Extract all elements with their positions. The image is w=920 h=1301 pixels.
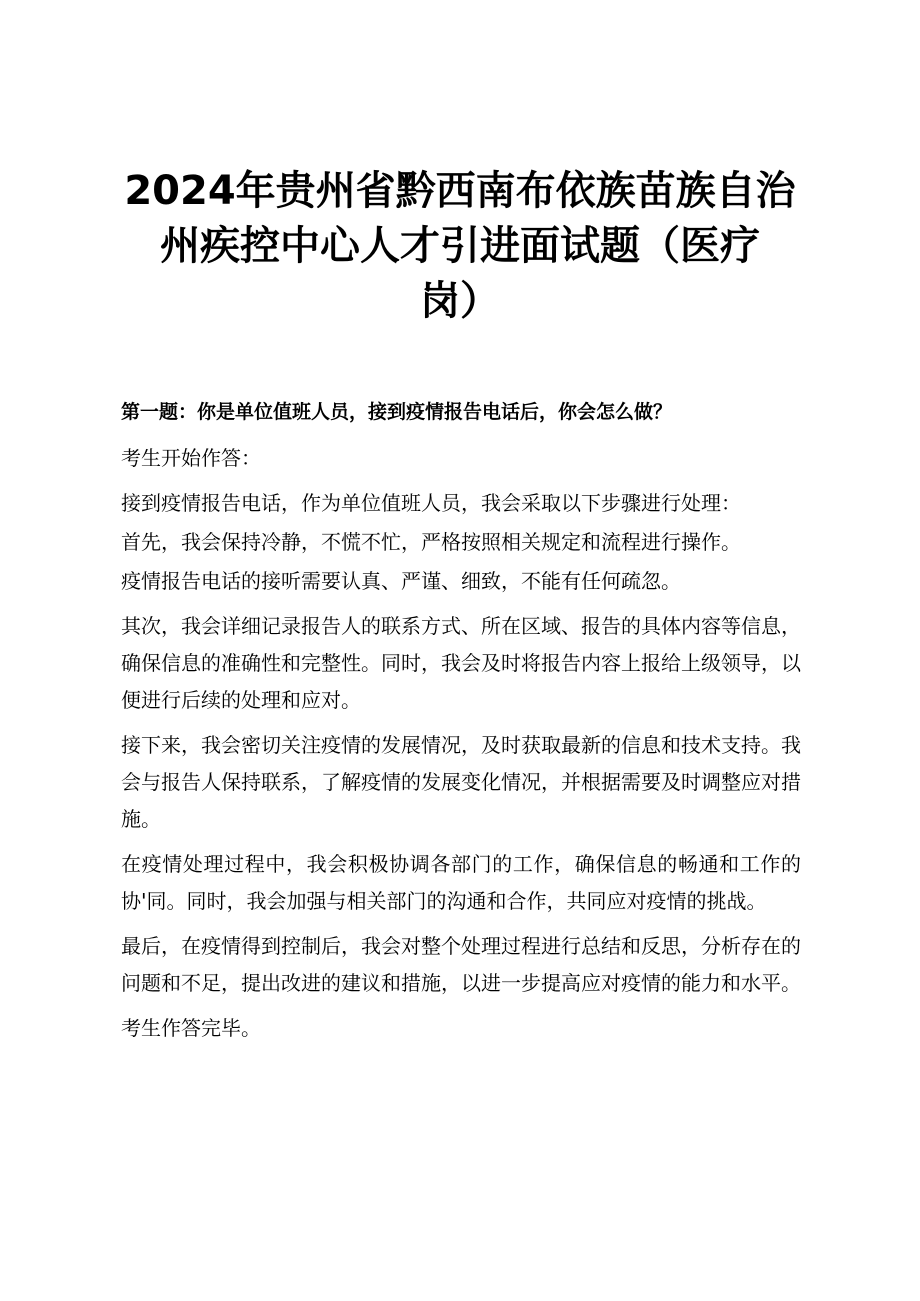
- answer-final-step: 最后，在疫情得到控制后，我会对整个处理过程进行总结和反思，分析存在的问题和不足，提出改进的建议和措施，以进一步提高应对疫情的能力和水平。: [121, 934, 801, 995]
- answer-first-step-detail: 疫情报告电话的接听需要认真、严谨、细致，不能有任何疏忽。: [121, 569, 681, 593]
- answer-end: 考生作答完毕。: [121, 1016, 261, 1040]
- document-body: [121, 392, 801, 1055]
- title-line-3: 岗）: [420, 278, 500, 324]
- answer-start: 考生开始作答：: [121, 446, 261, 470]
- answer-third-step: 接下来，我会密切关注疫情的发展情况，及时获取最新的信息和技术支持。我会与报告人保持联系，了解疫情的发展变化情况，并根据需要及时调整应对措施。: [121, 733, 801, 831]
- document-title: [100, 164, 820, 329]
- answer-first-step: 首先，我会保持冷静，不慌不忙，严格按照相关规定和流程进行操作。: [121, 530, 741, 554]
- answer-second-step: 其次，我会详细记录报告人的联系方式、所在区域、报告的具体内容等信息，确保信息的准确性和完整性。同时，我会及时将报告内容上报给上级领导，以便进行后续的处理和应对。: [121, 614, 801, 712]
- title-line-2: 州疾控中心人才引进面试题（医疗: [160, 223, 760, 269]
- answer-fourth-step: 在疫情处理过程中，我会积极协调各部门的工作，确保信息的畅通和工作的协'同。同时，我会加强与相关部门的沟通和合作，共同应对疫情的挑战。: [121, 852, 801, 913]
- title-line-1: 2024年贵州省黔西南布依族苗族自治: [124, 168, 796, 214]
- answer-intro: 接到疫情报告电话，作为单位值班人员，我会采取以下步骤进行处理：: [121, 491, 741, 515]
- question-heading: 第一题：你是单位值班人员，接到疫情报告电话后，你会怎么做？: [121, 401, 673, 423]
